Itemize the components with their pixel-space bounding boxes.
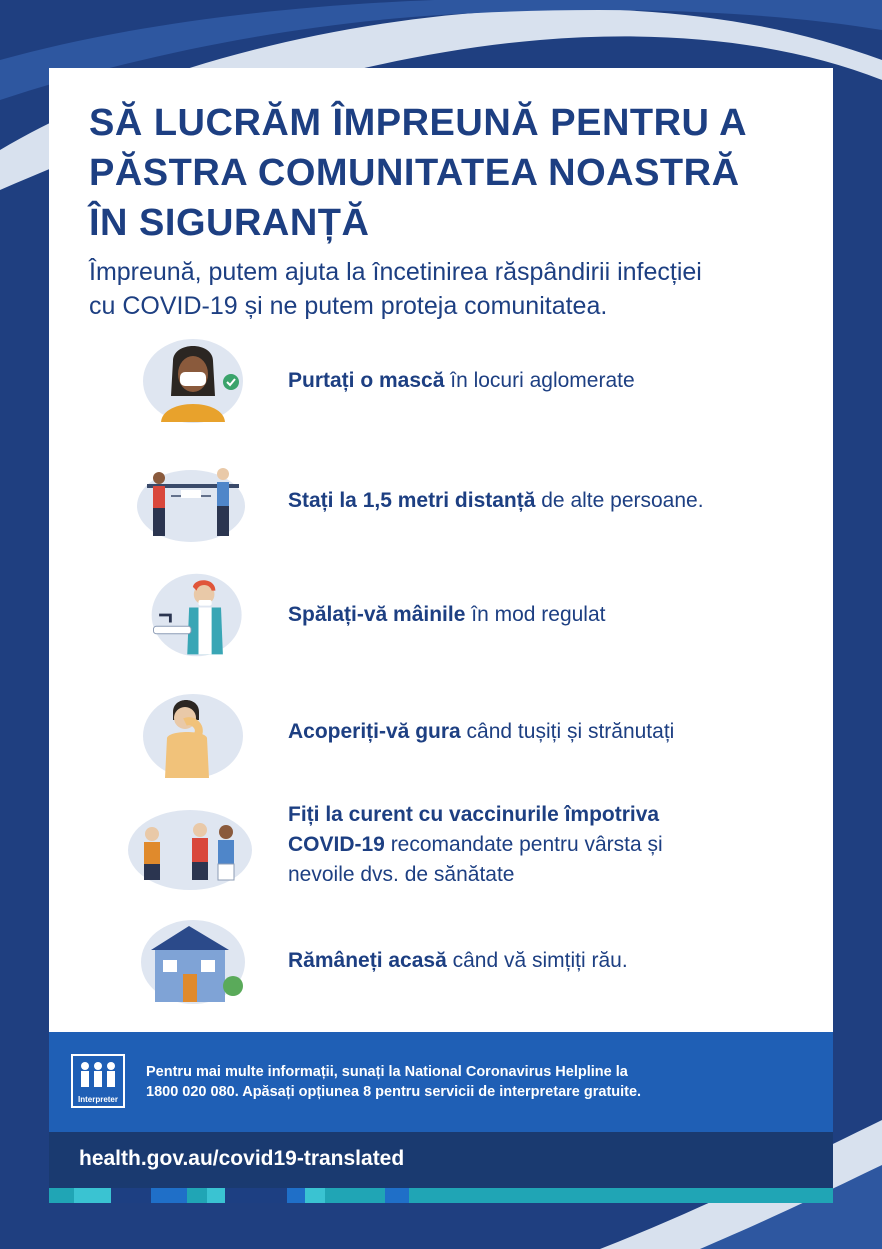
masked-woman-icon [133, 336, 249, 426]
item-text-vaccination: Fiți la curent cu vaccinurile împotriva COVID-19 recomandate pentru vârsta și nevoile dvs. de sănătate [288, 803, 663, 886]
item-text-distance: Stați la 1,5 metri distanță de alte persoane. [288, 489, 704, 512]
poster-card [49, 68, 833, 1203]
distancing-icon [133, 456, 249, 546]
url-bar [49, 1132, 833, 1188]
item-text-handwashing: Spălați-vă mâinile în mod regulat [288, 603, 606, 626]
interpreter-people-icon [73, 1058, 123, 1094]
vaccination-icon [125, 804, 255, 894]
interpreter-logo: Interpreter [71, 1054, 125, 1108]
subtitle: Împreună, putem ajuta la încetinirea răspândirii infecției cu COVID-19 și ne putem proteja comunitatea. [89, 258, 702, 320]
helpline-text: Pentru mai multe informații, sunați la National Coronavirus Helpline la 1800 020 080. Apăsați opțiunea 8 pentru servicii de interpretare gratuite. [146, 1064, 642, 1100]
website-link[interactable]: health.gov.au/covid19-translated [79, 1147, 405, 1170]
cough-icon [133, 690, 249, 780]
house-icon [133, 916, 249, 1006]
item-text-cough: Acoperiți-vă gura când tușiți și strănutați [288, 720, 675, 743]
decorative-stripe [49, 1188, 833, 1203]
item-text-stay-home: Rămâneți acasă când vă simțiți rău. [288, 949, 628, 972]
handwashing-icon [133, 570, 249, 660]
item-text-mask: Purtați o mască în locuri aglomerate [288, 369, 635, 392]
helpline-footer [49, 1032, 833, 1132]
page-title: SĂ LUCRĂM ÎMPREUNĂ PENTRU A PĂSTRA COMUNITATEA NOASTRĂ ÎN SIGURANȚĂ [89, 102, 748, 244]
